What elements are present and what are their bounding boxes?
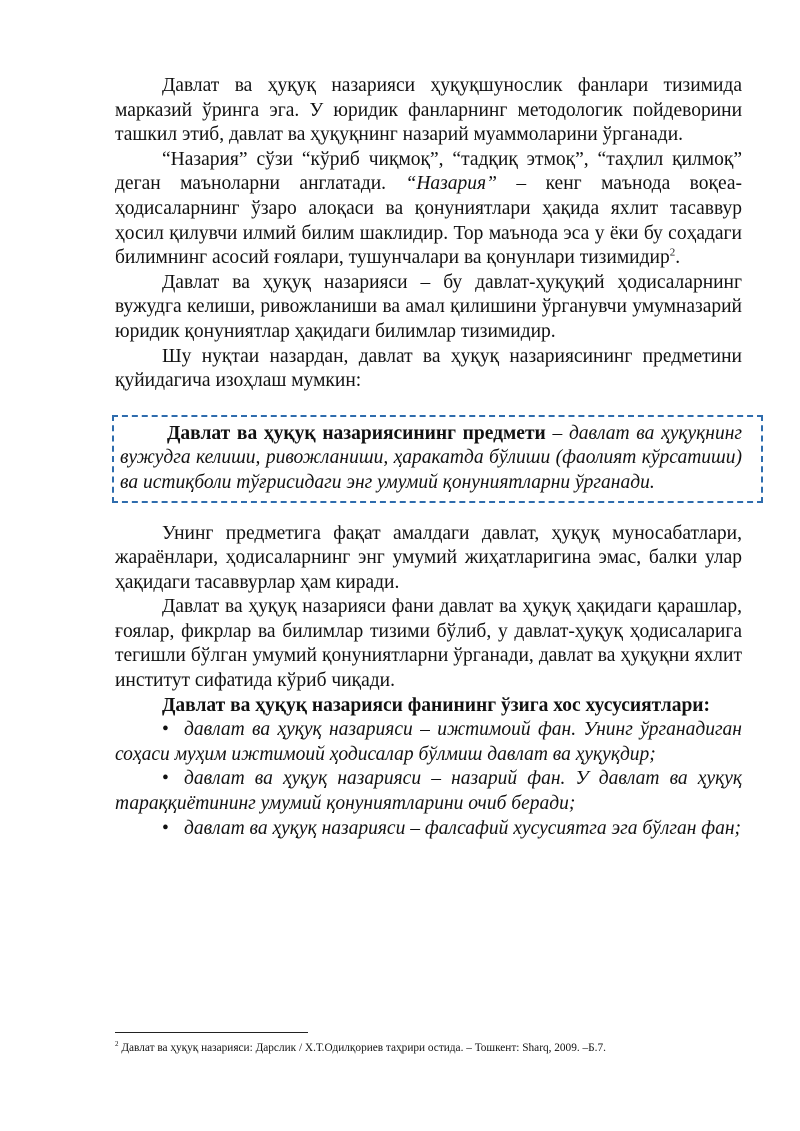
definition-term: Давлат ва ҳуқуқ назариясининг предмети [167, 422, 546, 444]
bullet-icon: • [162, 768, 169, 790]
footnote [115, 1041, 755, 1055]
footnote-separator [115, 1032, 308, 1033]
paragraph-subject-intro: Шу нуқтаи назардан, давлат ва ҳуқуқ назариясининг предметини қуйидагича изоҳлаш мумкин: [115, 345, 742, 392]
definition-box [112, 415, 763, 503]
footnote-text: Давлат ва ҳуқуқ назарияси: Дарслик / Х.Т.Одилқориев таҳрири остида. – Тошкент: Sharq, 2009. –Б.7. [118, 1042, 606, 1054]
document-page [115, 74, 742, 841]
paragraph-discipline: Давлат ва ҳуқуқ назарияси фани давлат ва ҳуқуқ ҳақидаги қарашлар, ғоялар, фикрлар ва билимлар тизими бўлиб, у давлат-ҳуқуқ ҳодисаларига тегишли бўлган умумий қонуниятларни ўрганади, давлат ва ҳуқуқни яхлит институт сифатида кўриб чиқади. [115, 596, 742, 692]
definition-body: – давлат ва ҳуқуқнинг вужудга келиши, ривожланиши, ҳаракатда бўлиши (фаолият кўрсатиши) ва истиқболи тўғрисидаги энг умумий қонуниятларни ўрганади. [120, 422, 742, 493]
footnote-reference[interactable]: 2 [669, 246, 676, 259]
paragraph-subject-scope: Унинг предметига фақат амалдаги давлат, ҳуқуқ муносабатлари, жараёнлари, ҳодисаларнинг энг умумий жиҳатларигина эмас, балки улар ҳақидаги тасаввурлар ҳам киради. [115, 522, 742, 593]
bullet-icon: • [162, 719, 169, 741]
feature-item-2 [115, 767, 742, 816]
bullet-icon: • [162, 817, 169, 839]
paragraph-theory-text-end: . [675, 247, 681, 269]
feature-item-3 [115, 817, 742, 842]
definition-text [120, 422, 742, 496]
feature-item-text: давлат ва ҳуқуқ назарияси – фалсафий хусусиятга эга бўлган фан; [184, 817, 742, 839]
feature-item-text: давлат ва ҳуқуқ назарияси – ижтимоий фан. Унинг ўрганадиган соҳаси муҳим ижтимоий ҳодисалар бўлмиш давлат ва ҳуқуқдир; [115, 719, 742, 765]
paragraph-intro: Давлат ва ҳуқуқ назарияси ҳуқуқшунослик фанлари тизимида марказий ўринга эга. У юридик фанларнинг методологик пойдеворини ташкил этиб, давлат ва ҳуқуқнинг назарий муаммоларини ўрганади. [115, 75, 742, 146]
theory-term-italic: “Назария” [405, 173, 497, 195]
paragraph-theory-definition [115, 148, 742, 271]
feature-item-text: давлат ва ҳуқуқ назарияси – назарий фан. У давлат ва ҳуқуқ тараққиётининг умумий қонуниятларини очиб беради; [115, 768, 742, 815]
footnote-mark: 2 [115, 1040, 119, 1049]
paragraph-theory-text-start: “Назария” сўзи “кўриб чиқмоқ”, “тадқиқ этмоқ”, “таҳлил қилмоқ” деган маъноларни англатади. [115, 148, 742, 195]
paragraph-theory-text-mid: – кенг маънода воқеа-ҳодисаларнинг ўзаро алоқаси ва қонуниятлари ҳақида яхлит тасаввур ҳосил қилувчи илмий билим шаклидир. Тор маънода эса у ёки бу соҳадаги билимнинг асосий ғоялари, тушунчалари ва қонунлари тизимидир [115, 173, 742, 269]
feature-item-1 [115, 718, 742, 767]
paragraph-state-law-theory: Давлат ва ҳуқуқ назарияси – бу давлат-ҳуқуқий ҳодисаларнинг вужудга келиши, ривожланиши ва амал қилишини ўрганувчи умумназарий юридик қонуниятлар ҳақидаги билимлар тизимидир. [115, 271, 742, 342]
features-heading: Давлат ва ҳуқуқ назарияси фанининг ўзига хос хусусиятлари: [162, 694, 711, 716]
